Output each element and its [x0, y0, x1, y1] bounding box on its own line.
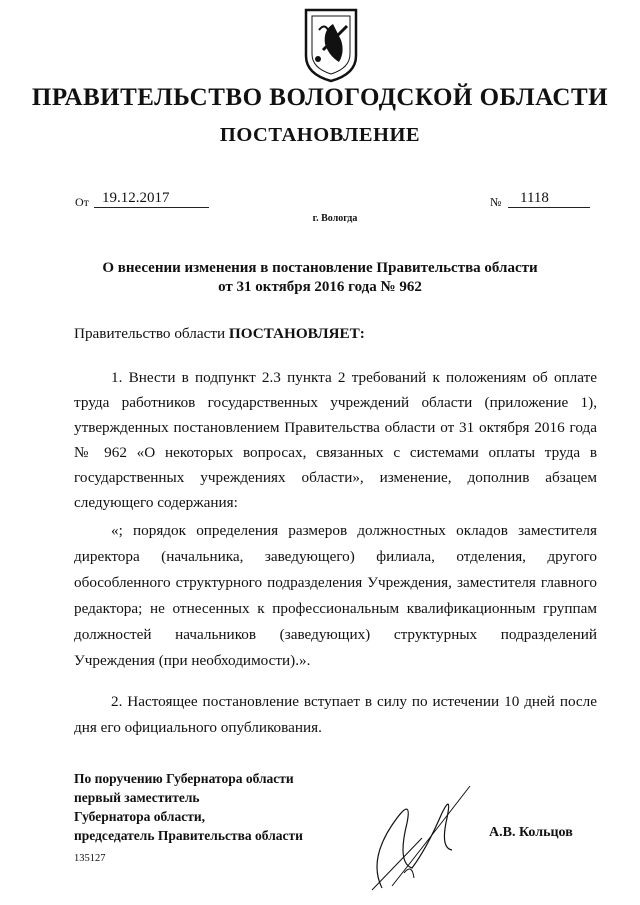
p1-line: труда работников государственных учреждений области (приложение 1),: [74, 394, 597, 411]
signature-line: По поручению Губернатора области: [74, 771, 294, 786]
signature-line: председатель Правительства области: [74, 828, 303, 843]
document-code: 135127: [74, 853, 106, 864]
document-subject-line-2: от 31 октября 2016 года № 962: [218, 279, 422, 295]
quote-line: обособленного структурного подразделения Учреждения, заместителя главного: [74, 574, 597, 591]
p2-line: 2. Настоящее постановление вступает в силу по истечении 10 дней после: [111, 693, 597, 710]
signature-line: Губернатора области,: [74, 809, 205, 824]
quote-line: редактора; не отнесенных к профессиональным квалификационным группам: [74, 600, 597, 617]
document-type: ПОСТАНОВЛЕНИЕ: [219, 124, 421, 146]
signature-line: первый заместитель: [74, 790, 200, 805]
number-prefix: №: [490, 195, 502, 209]
quote-line: директора (начальника, заведующего) филиала, отделения, другого: [74, 548, 597, 565]
document-date: 19.12.2017: [94, 190, 209, 208]
document-number: 1118: [508, 190, 590, 208]
signatory-name: А.В. Кольцов: [489, 825, 573, 840]
p1-line: 1. Внести в подпункт 2.3 пункта 2 требований к положениям об оплате: [111, 369, 597, 386]
city: г. Вологда: [312, 213, 358, 224]
quote-line: должностей начальников (заведующих) структурных подразделений: [74, 626, 597, 643]
document-subject-line-1: О внесении изменения в постановление Правительства области: [102, 260, 538, 276]
p1-line: государственных учреждениях области», изменение, дополнив абзацем: [74, 469, 597, 486]
intro-paragraph: [74, 325, 365, 343]
document-date-field: [94, 190, 209, 208]
intro-text: Правительство области: [74, 325, 226, 342]
coat-of-arms-emblem: [303, 4, 359, 84]
quote-line: Учреждения (при необходимости).».: [74, 652, 311, 669]
organization-title: ПРАВИТЕЛЬСТВО ВОЛОГОДСКОЙ ОБЛАСТИ: [31, 84, 609, 111]
p1-line: утвержденных постановлением Правительства области от 31 октября 2016 года: [74, 419, 597, 436]
date-prefix: От: [75, 195, 89, 209]
handwritten-signature: [352, 778, 487, 896]
p2-line: дня его официального опубликования.: [74, 719, 322, 736]
document-number-field: [508, 190, 590, 208]
p1-line: следующего содержания:: [74, 494, 238, 511]
p1-line: № 962 «О некоторых вопросах, связанных с системами оплаты труда в: [74, 444, 597, 461]
intro-decree-word: ПОСТАНОВЛЯЕТ:: [228, 325, 365, 342]
quote-line: «; порядок определения размеров должностных окладов заместителя: [111, 522, 597, 539]
